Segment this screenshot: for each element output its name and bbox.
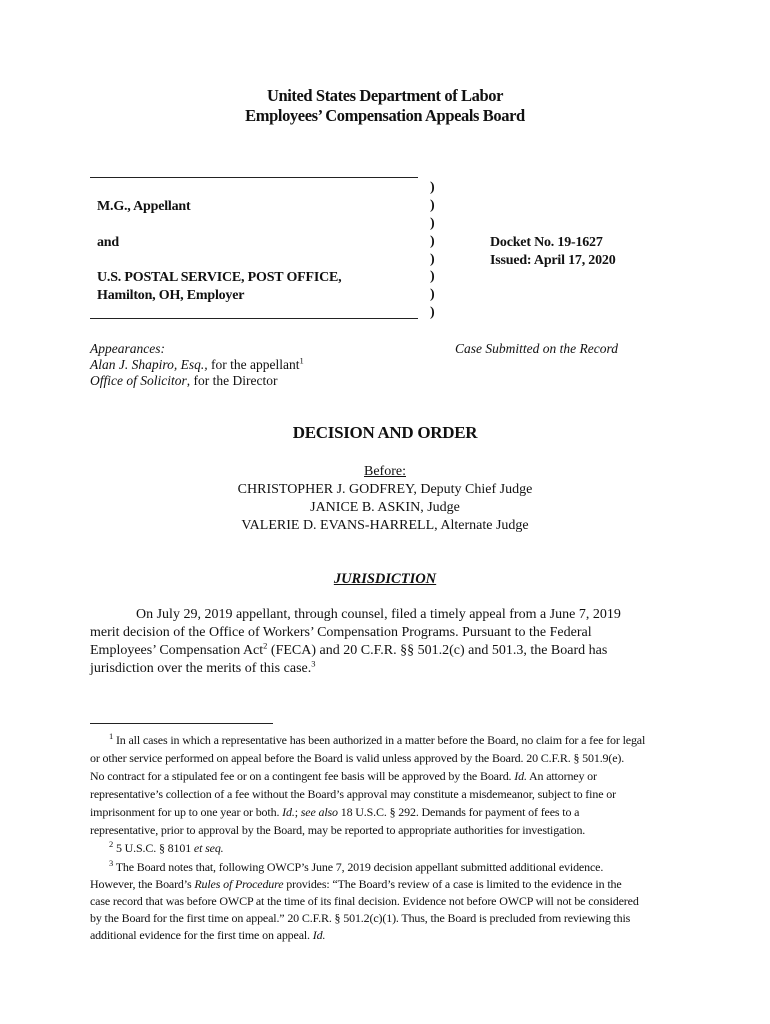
footnote-3-line-4: by the Board for the first time on appeal.” 20 C.F.R. § 501.2(c)(1). Thus, the Board is precluded from reviewing this bbox=[90, 911, 631, 925]
decision-title: DECISION AND ORDER bbox=[292, 423, 478, 442]
footnote-3-line-5: additional evidence for the first time on appeal. Id. bbox=[90, 928, 326, 942]
footnote-1-line-6: representative, prior to approval by the Board, may be reported to appropriate authorities for investigation. bbox=[90, 823, 586, 837]
agency-title: United States Department of Labor bbox=[266, 86, 504, 105]
judge-2: JANICE B. ASKIN, Judge bbox=[310, 500, 460, 515]
appellant-counsel: Alan J. Shapiro, Esq., for the appellant$^1$ bbox=[90, 355, 304, 372]
footnote-1-line-4: representative’s collection of a fee without the Board’s approval may constitute a misdemeanor, subject to fine or bbox=[90, 787, 616, 801]
board-title: Employees’ Compensation Appeals Board bbox=[245, 106, 525, 125]
jurisdiction-line-3: Employees’ Compensation Act$^2$ (FECA) and 20 C.F.R. §§ 501.2(c) and 501.3, the Board has bbox=[90, 640, 608, 658]
footnote-ref-1[interactable]: 1 bbox=[299, 355, 304, 366]
before-label: Before: bbox=[364, 464, 406, 479]
appellant-name: M.G., Appellant bbox=[97, 199, 191, 214]
footnote-separator bbox=[90, 723, 273, 724]
jurisdiction-heading: JURISDICTION bbox=[333, 571, 437, 587]
employer-line-2: Hamilton, OH, Employer bbox=[97, 288, 245, 303]
docket-number: Docket No. 19-1627 bbox=[490, 235, 603, 250]
judge-1: CHRISTOPHER J. GODFREY, Deputy Chief Judge bbox=[237, 482, 533, 497]
issued-date: Issued: April 17, 2020 bbox=[490, 253, 616, 268]
caption-rule-bottom bbox=[90, 318, 418, 319]
director-counsel: Office of Solicitor, for the Director bbox=[90, 373, 278, 388]
footnote-1-line-2: or other service performed on appeal before the Board is valid unless approved by the Board. 20 C.F.R. § 501.9(e). bbox=[90, 751, 625, 765]
footnote-2: $^2$ 5 U.S.C. § 8101 et seq. bbox=[109, 839, 224, 855]
caption-and: and bbox=[97, 235, 119, 250]
appearances-label: Appearances: bbox=[90, 341, 165, 356]
footnote-ref-3[interactable]: 3 bbox=[311, 658, 316, 669]
jurisdiction-line-2: merit decision of the Office of Workers’ Compensation Programs. Pursuant to the Federal bbox=[90, 625, 592, 640]
jurisdiction-line-1: On July 29, 2019 appellant, through counsel, filed a timely appeal from a June 7, 2019 bbox=[136, 607, 621, 622]
submission-status: Case Submitted on the Record bbox=[455, 341, 618, 356]
footnote-1-line-5: imprisonment for up to one year or both. Id.; see also 18 U.S.C. § 292. Demands for payment of fees to a bbox=[90, 805, 580, 819]
footnote-ref-2[interactable]: 2 bbox=[263, 640, 268, 651]
footnote-3-line-3: case record that was before OWCP at the time of its final decision. Evidence not before OWCP will not be considered bbox=[90, 894, 639, 908]
footnote-1-line-1: $^1$ In all cases in which a representative has been authorized in a matter before the Board, no claim for a fee for legal bbox=[109, 731, 646, 747]
jurisdiction-line-4: jurisdiction over the merits of this case.$^3$ bbox=[90, 658, 316, 676]
caption-rule-top bbox=[90, 177, 418, 178]
employer-line-1: U.S. POSTAL SERVICE, POST OFFICE, bbox=[97, 270, 342, 285]
footnote-3-line-2: However, the Board’s Rules of Procedure provides: “The Board’s review of a case is limited to the evidence in the bbox=[90, 877, 622, 891]
caption-parentheses: ) ) ) ) ) ) ) ) bbox=[430, 180, 435, 321]
footnote-3-line-1: $^3$ The Board notes that, following OWCP’s June 7, 2019 decision appellant submitted additional evidence. bbox=[109, 858, 604, 874]
judge-3: VALERIE D. EVANS-HARRELL, Alternate Judge bbox=[241, 518, 529, 533]
footnote-1-line-3: No contract for a stipulated fee or on a contingent fee basis will be approved by the Board. Id. An attorney or bbox=[90, 769, 597, 783]
